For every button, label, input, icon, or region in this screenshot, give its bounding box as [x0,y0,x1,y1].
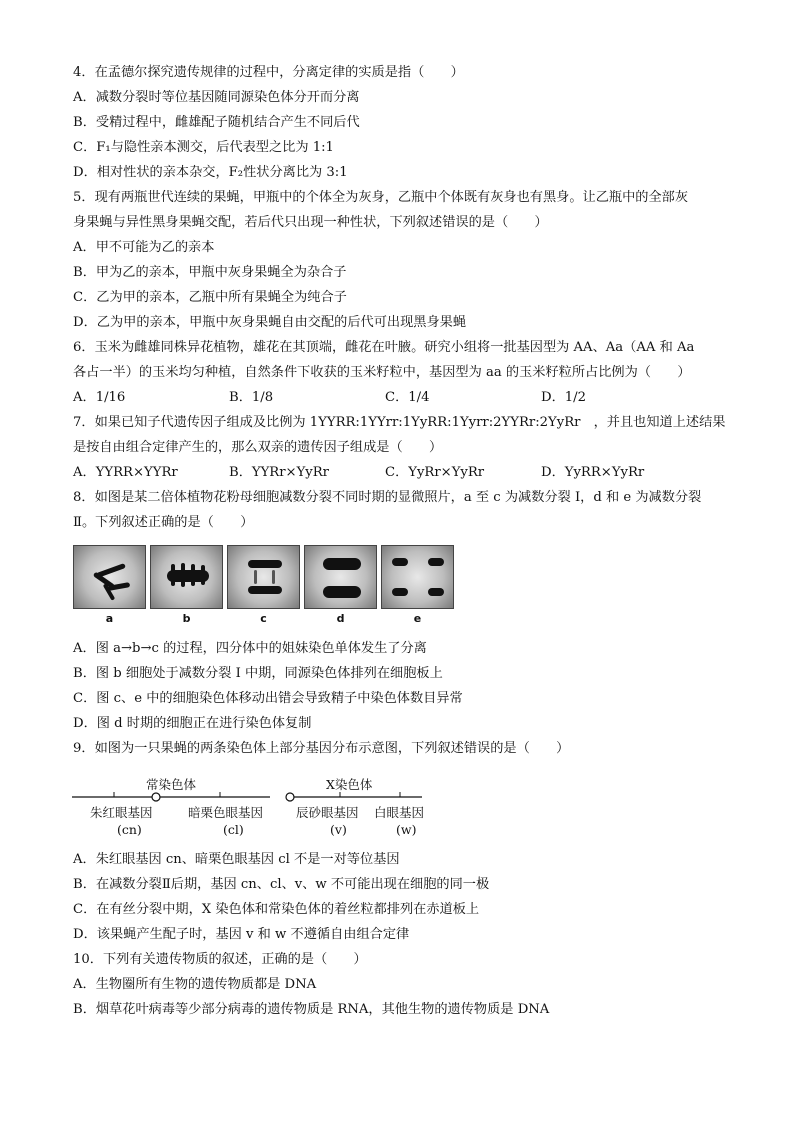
q8-option-b: B．图 b 细胞处于减数分裂 I 中期，同源染色体排列在细胞板上 [73,666,443,681]
q9-option-a: A．朱红眼基因 cn、暗栗色眼基因 cl 不是一对等位基因 [73,852,400,867]
q5-option-c: C．乙为甲的亲本，乙瓶中所有果蝇全为纯合子 [73,290,347,305]
q9-option-b: B．在减数分裂Ⅱ后期，基因 cn、cl、v、w 不可能出现在细胞的同一极 [73,877,490,892]
q4-option-b: B．受精过程中，雌雄配子随机结合产生不同后代 [73,115,360,130]
q10-option-a: A．生物圈所有生物的遗传物质都是 DNA [73,977,317,992]
micrograph-a-label: a [105,612,114,625]
q6-option-a: A．1/16 [73,390,126,405]
q5-option-d: D．乙为甲的亲本，甲瓶中灰身果蝇自由交配的后代可出现黑身果蝇 [73,315,467,330]
gene-code-cn: (cn) [117,822,142,837]
gene-name-cn: 朱红眼基因 [90,805,153,820]
micrograph-b-image [150,545,223,609]
q4-stem: 4．在孟德尔探究遗传规律的过程中，分离定律的实质是指（ ） [73,65,464,80]
autosome-title: 常染色体 [146,777,197,792]
q6-option-b: B．1/8 [229,390,274,405]
x-chromosome-title: X染色体 [326,777,373,792]
q5-option-b: B．甲为乙的亲本，甲瓶中灰身果蝇全为杂合子 [73,265,347,280]
micrograph-a [73,545,146,625]
micrograph-b [150,545,223,625]
q7-option-b: B．YYRr×YyRr [229,465,329,480]
q10-option-b: B．烟草花叶病毒等少部分病毒的遗传物质是 RNA，其他生物的遗传物质是 DNA [73,1002,550,1017]
micrograph-e-label: e [413,612,422,625]
q5-stem-line1: 5．现有两瓶世代连续的果蝇，甲瓶中的个体全为灰身，乙瓶中个体既有灰身也有黑身。让乙瓶中的全部灰 [73,190,689,205]
micrograph-e-image [381,545,454,609]
q5-option-a: A．甲不可能为乙的亲本 [73,240,215,255]
q10-stem: 10．下列有关遗传物质的叙述，正确的是（ ） [73,952,367,967]
micrograph-c-image [227,545,300,609]
q7-options [73,464,697,482]
q8-option-d: D．图 d 时期的细胞正在进行染色体复制 [73,716,312,731]
q9-stem: 9．如图为一只果蝇的两条染色体上部分基因分布示意图，下列叙述错误的是（ ） [73,741,570,756]
q6-options [73,389,697,407]
x-centromere [286,793,294,801]
meiosis-micrographs [73,545,454,625]
gene-code-w: (w) [396,822,417,837]
micrograph-b-label: b [182,612,191,625]
micrograph-a-image [73,545,146,609]
q4-option-d: D．相对性状的亲本杂交，F₂性状分离比为 3:1 [73,165,348,180]
autosome-centromere [152,793,160,801]
q4-option-c: C．F₁与隐性亲本测交，后代表型之比为 1:1 [73,140,334,155]
micrograph-d [304,545,377,625]
q8-stem-line1: 8．如图是某二倍体植物花粉母细胞减数分裂不同时期的显微照片，a 至 c 为减数分裂 I，d 和 e 为减数分裂 [73,490,702,505]
micrograph-d-label: d [336,612,345,625]
q9-option-d: D．该果蝇产生配子时，基因 v 和 w 不遵循自由组合定律 [73,927,410,942]
micrograph-c [227,545,300,625]
q8-stem-line2: Ⅱ。下列叙述正确的是（ ） [73,515,254,530]
q4-option-a: A．减数分裂时等位基因随同源染色体分开而分离 [73,90,360,105]
q5-stem-line2: 身果蝇与异性黑身果蝇交配，若后代只出现一种性状，下列叙述错误的是（ ） [73,215,548,230]
q7-stem-line2: 是按自由组合定律产生的，那么双亲的遗传因子组成是（ ） [73,440,443,455]
q7-option-a: A．YYRR×YYRr [73,465,178,480]
q6-option-c: C．1/4 [385,390,430,405]
q7-option-d: D．YyRR×YyRr [541,465,645,480]
gene-code-v: (v) [330,822,347,837]
q8-option-a: A．图 a→b→c 的过程，四分体中的姐妹染色单体发生了分离 [73,641,427,656]
gene-name-v: 辰砂眼基因 [296,805,359,820]
micrograph-d-image [304,545,377,609]
q6-stem-line2: 各占一半）的玉米均匀种植，自然条件下收获的玉米籽粒中，基因型为 aa 的玉米籽粒所占比例为（ ） [73,365,691,380]
q7-stem-line1: 7．如果已知子代遗传因子组成及比例为 1YYRR:1YYrr:1YyRR:1Yyrr:2YYRr:2YyRr ，并且也知道上述结果 [73,415,726,430]
micrograph-c-label: c [260,612,267,625]
q6-stem-line1: 6．玉米为雌雄同株异花植物，雄花在其顶端，雌花在叶腋。研究小组将一批基因型为 AA、Aa（AA 和 Aa [73,340,695,355]
q6-option-d: D．1/2 [541,390,586,405]
gene-code-cl: (cl) [223,822,244,837]
q8-option-c: C．图 c、e 中的细胞染色体移动出错会导致精子中染色体数目异常 [73,691,463,706]
micrograph-e [381,545,454,625]
chromosome-gene-diagram [70,775,430,841]
gene-name-cl: 暗栗色眼基因 [188,805,264,820]
q7-option-c: C．YyRr×YyRr [385,465,485,480]
q9-option-c: C．在有丝分裂中期，X 染色体和常染色体的着丝粒都排列在赤道板上 [73,902,480,917]
gene-name-w: 白眼基因 [374,805,425,820]
